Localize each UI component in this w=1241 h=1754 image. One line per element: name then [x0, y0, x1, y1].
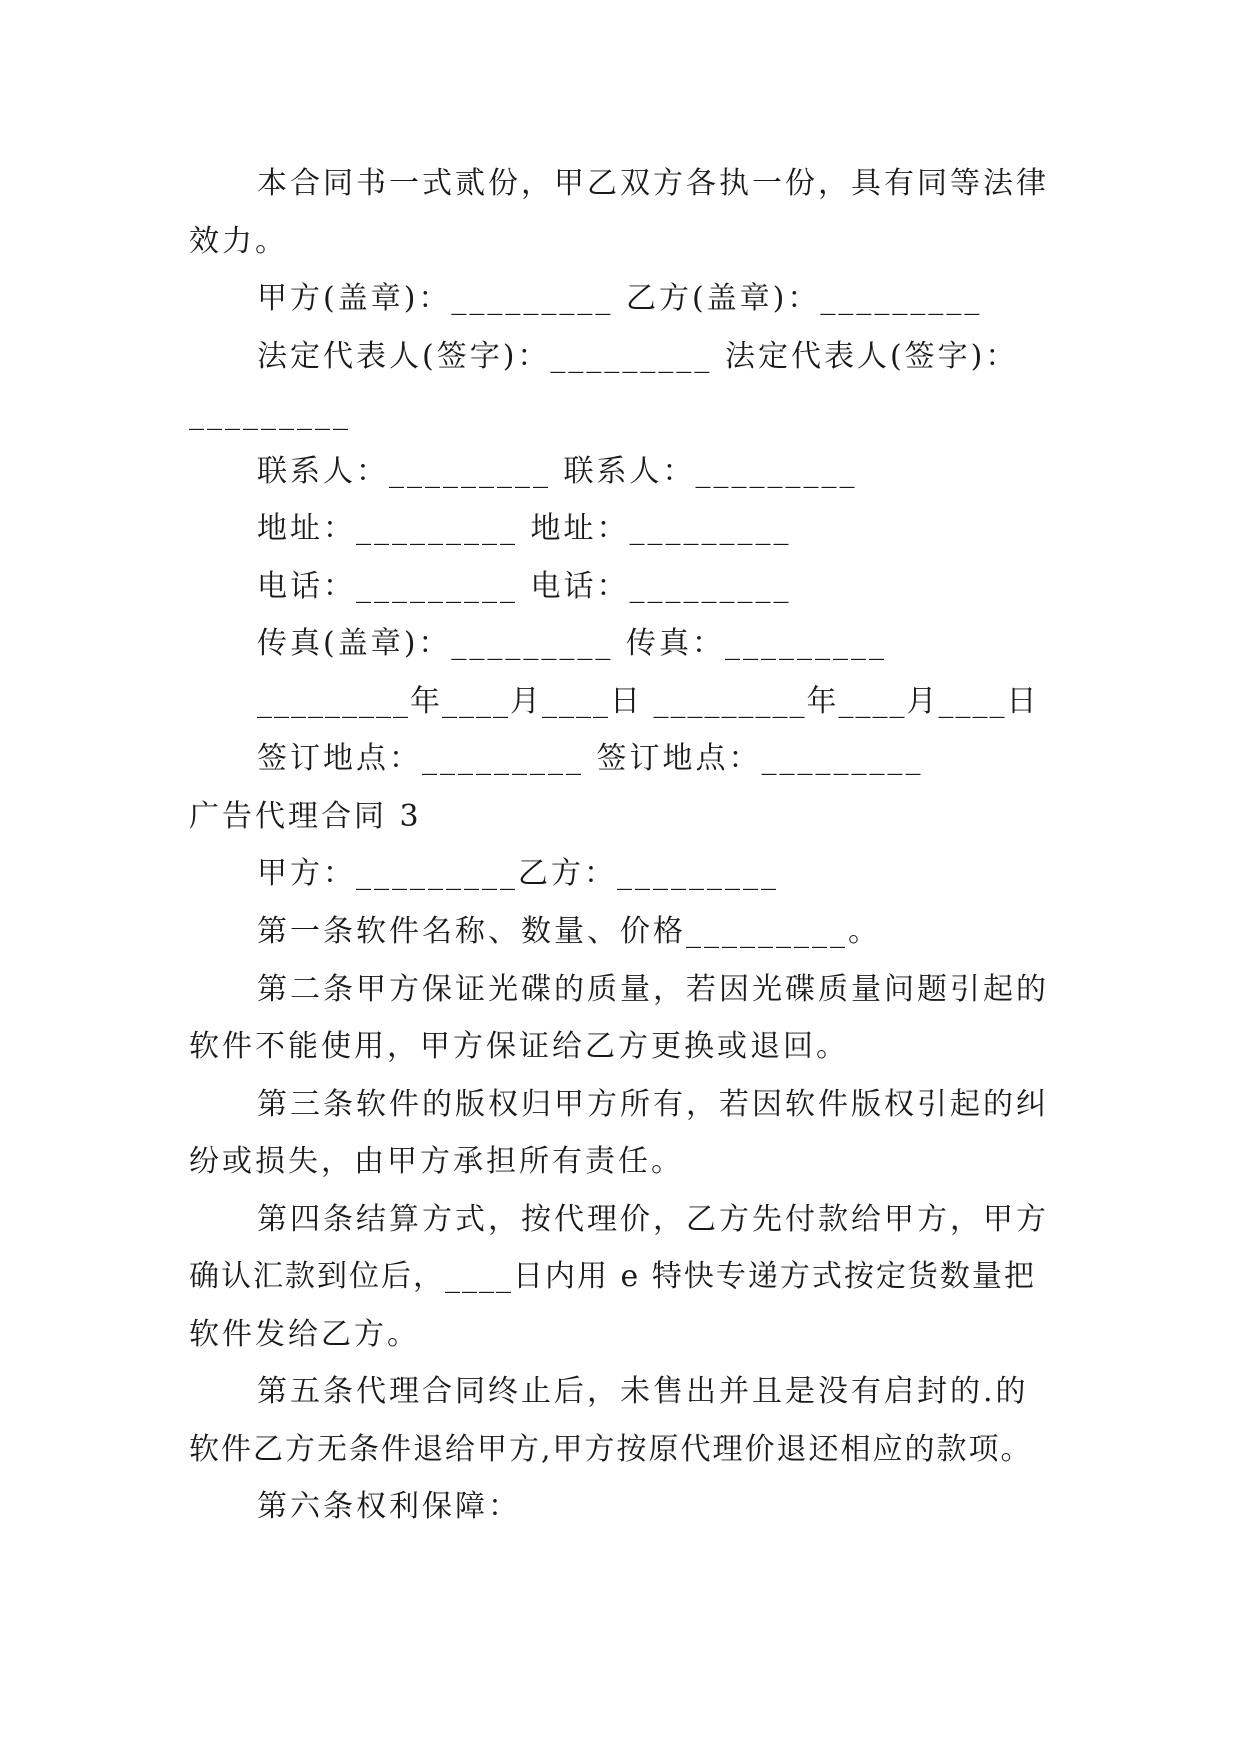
article-2-cont: 软件不能使用，甲方保证给乙方更换或退回。: [189, 1029, 849, 1064]
legal-rep-signature-blank: _________: [189, 396, 351, 431]
article-4-cont-2: 软件发给乙方。: [189, 1317, 420, 1352]
section-title: 广告代理合同 3: [189, 799, 422, 834]
address-line: 地址：_________ 地址：_________: [257, 511, 792, 546]
paragraph-copies: 本合同书一式贰份，甲乙双方各执一份，具有同等法律: [257, 166, 1049, 201]
phone-line: 电话：_________ 电话：_________: [257, 569, 792, 604]
article-4-cont: 确认汇款到位后，____日内用 e 特快专递方式按定货数量把: [189, 1259, 1036, 1294]
article-5-cont: 软件乙方无条件退给甲方,甲方按原代理价退还相应的款项。: [189, 1432, 1033, 1467]
article-5: 第五条代理合同终止后，未售出并且是没有启封的.的: [257, 1374, 1029, 1409]
fax-line: 传真(盖章)：_________ 传真：_________: [257, 626, 887, 661]
article-6: 第六条权利保障：: [257, 1489, 521, 1524]
article-3-cont: 纷或损失，由甲方承担所有责任。: [189, 1144, 684, 1179]
legal-rep-signature-line: 法定代表人(签字)：_________ 法定代表人(签字)：: [257, 339, 1019, 374]
article-1: 第一条软件名称、数量、价格_________。: [257, 914, 881, 949]
article-4: 第四条结算方式，按代理价，乙方先付款给甲方，甲方: [257, 1202, 1049, 1237]
paragraph-copies-cont: 效力。: [189, 224, 288, 259]
contact-person-line: 联系人：_________ 联系人：_________: [257, 454, 858, 489]
parties-line: 甲方：_________乙方：_________: [257, 856, 779, 891]
party-a-b-seal-line: 甲方(盖章)：_________ 乙方(盖章)：_________: [257, 281, 983, 316]
date-line: _________年____月____日 _________年____月____日: [257, 684, 1039, 719]
article-2: 第二条甲方保证光碟的质量，若因光碟质量问题引起的: [257, 972, 1049, 1007]
article-3: 第三条软件的版权归甲方所有，若因软件版权引起的纠: [257, 1087, 1049, 1122]
signing-place-line: 签订地点：_________ 签订地点：_________: [257, 741, 924, 776]
